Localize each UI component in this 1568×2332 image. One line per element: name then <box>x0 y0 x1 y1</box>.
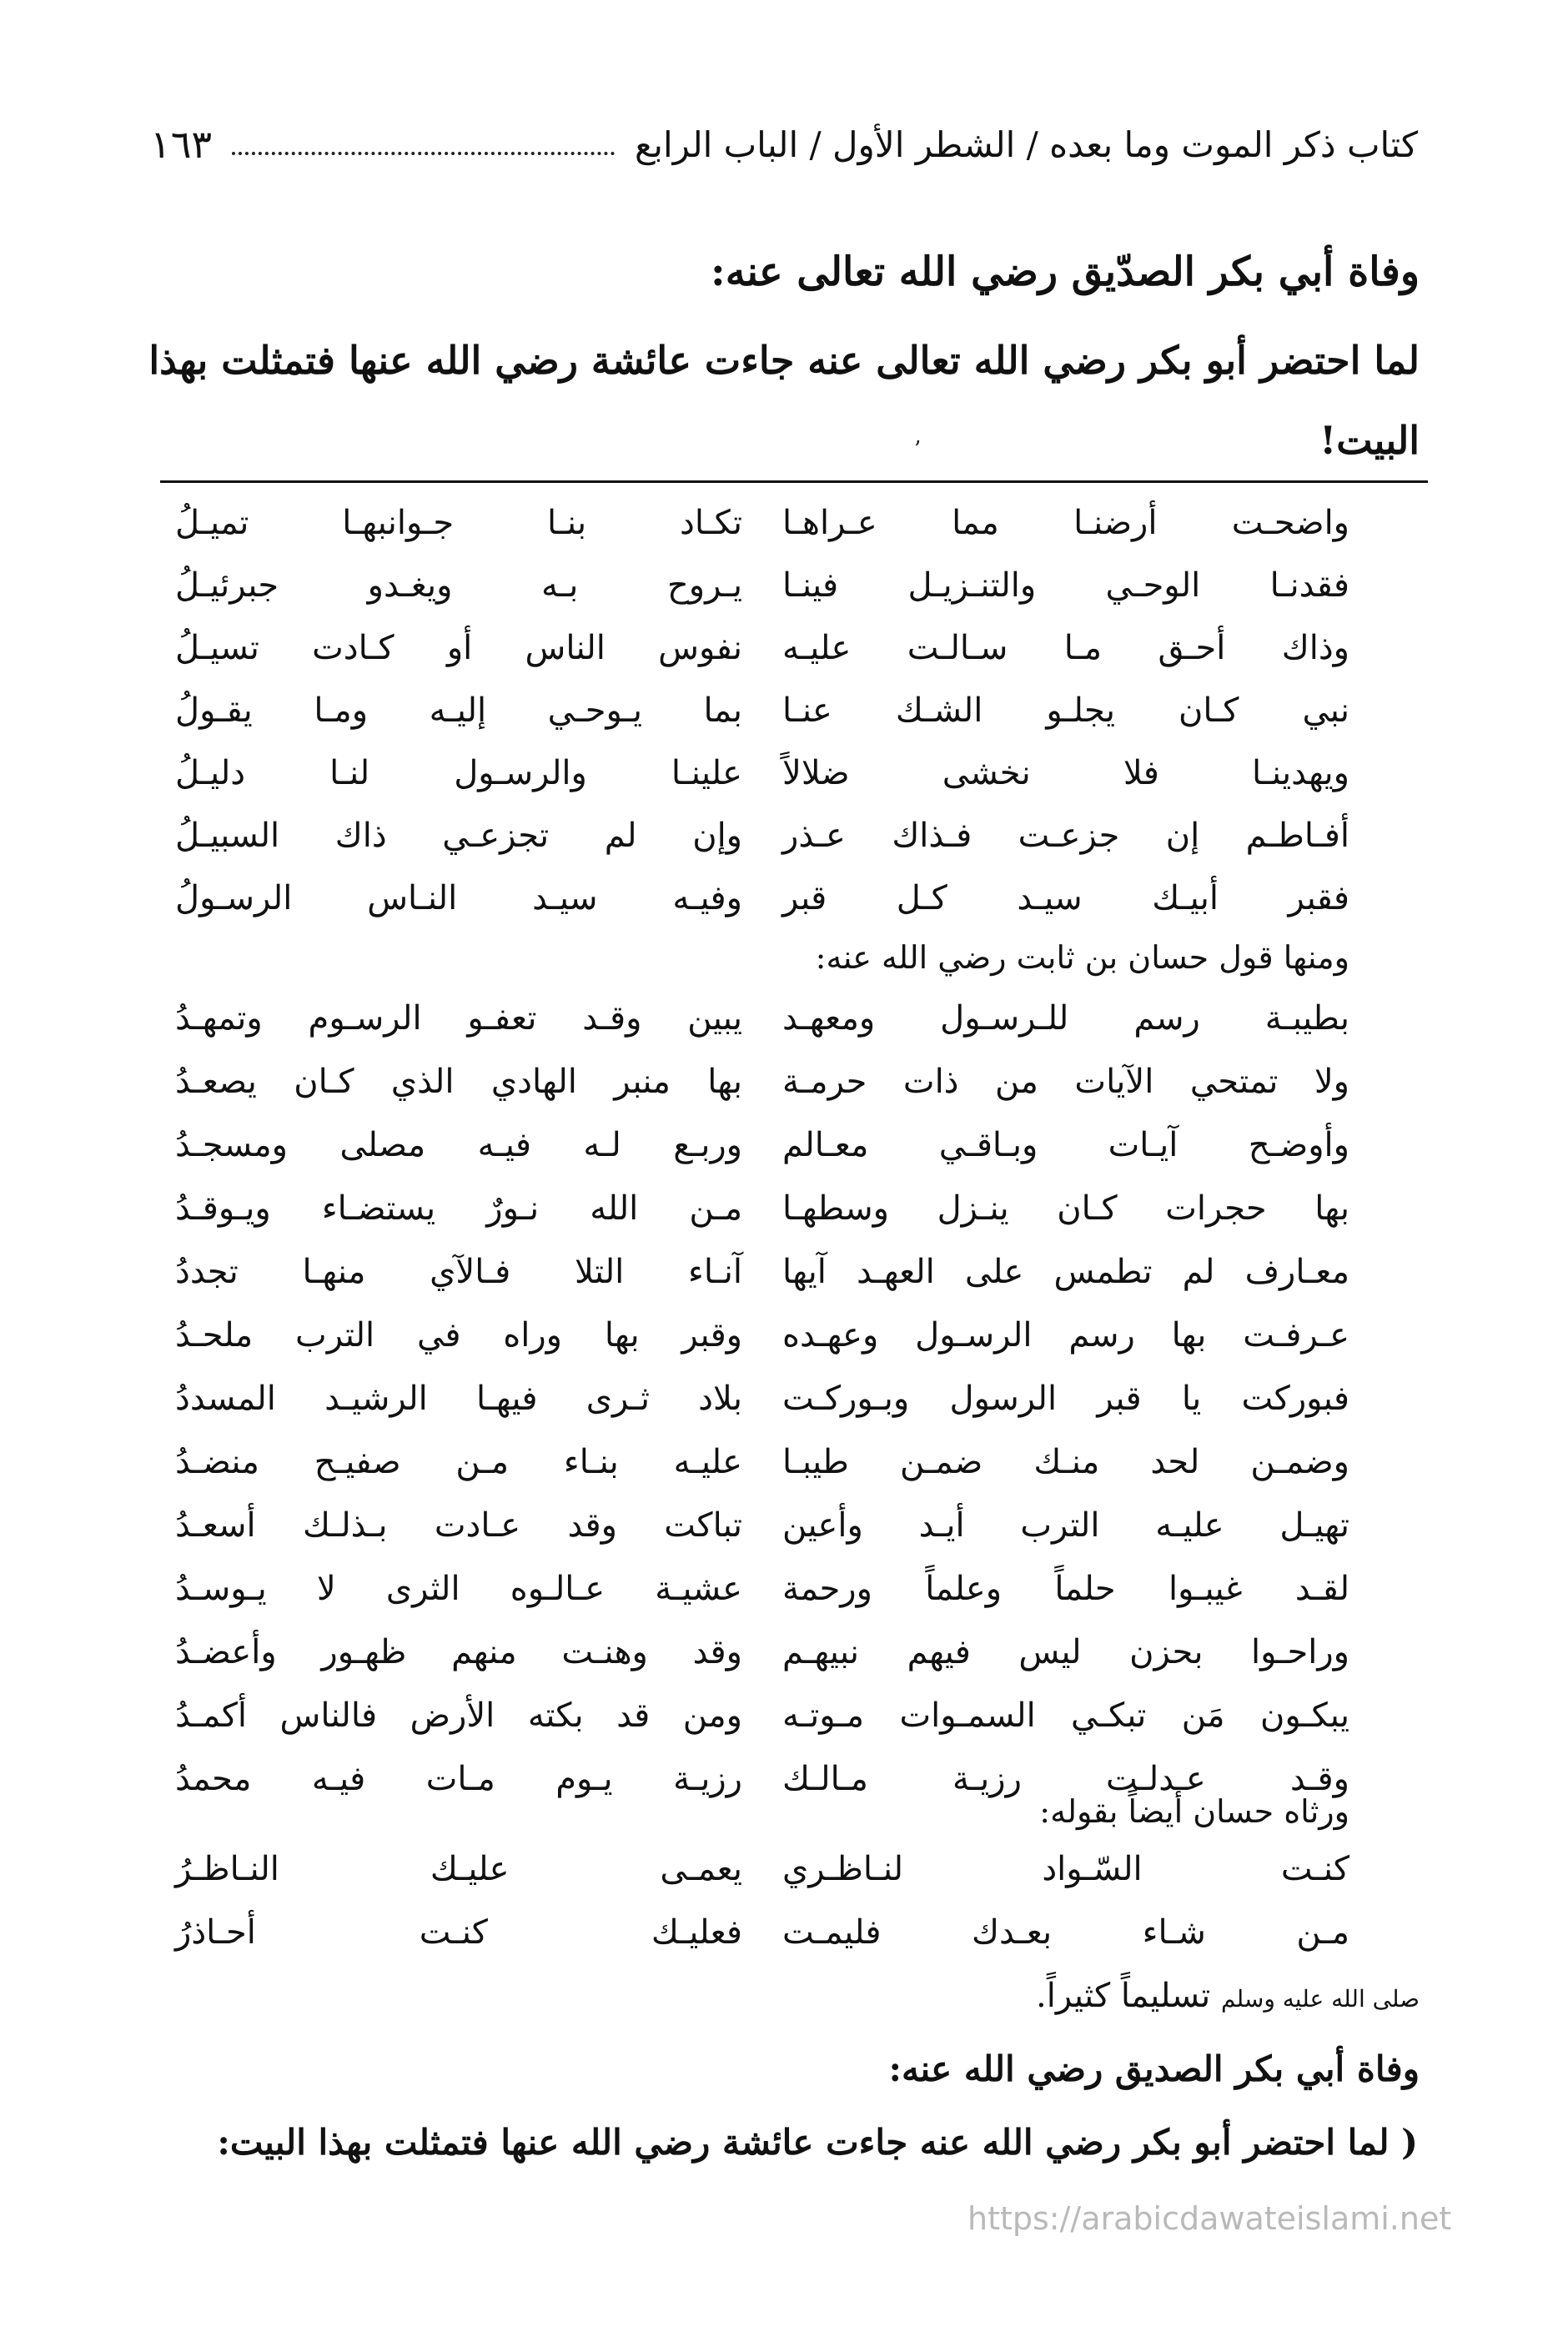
verse-first-half: وقـد عـدلـت رزيـة مـالـك <box>782 1760 1349 1798</box>
verse-first-half: يبكـون مَن تبكـي السمـوات مـوتـه <box>782 1696 1349 1735</box>
section-heading: وفاة أبي بكر الصديق رضي الله عنه: <box>888 2048 1420 2089</box>
verse-second-half: آنـاء التلا فـالآي منهـا تجددُ <box>175 1253 742 1291</box>
poem-verse <box>0 1913 1568 1973</box>
poem-verse <box>0 1696 1568 1757</box>
verse-first-half: وذاك أحـق مـا سـالـت عليـه <box>782 629 1349 667</box>
verse-first-half: وضمـن لحد منـك ضمـن طيبـا <box>782 1443 1349 1481</box>
poem-verse <box>0 1189 1568 1249</box>
verse-first-half: ويهدينـا فلا نخشى ضلالاً <box>782 754 1349 792</box>
verse-second-half: يبين وقـد تعفـو الرسـوم وتمهـدُ <box>175 999 742 1038</box>
poem-verse <box>0 566 1568 626</box>
verse-second-half: وقد وهنـت منهم ظهـور وأعضـدُ <box>175 1633 742 1671</box>
running-header <box>150 115 1418 173</box>
verse-second-half: وربـع لـه فيـه مصلى ومسجـدُ <box>175 1126 742 1164</box>
verse-first-half: بها حجرات كـان ينـزل وسطهـا <box>782 1189 1349 1228</box>
verse-second-half: عليـه بنـاء مـن صفيـح منضـدُ <box>175 1443 742 1481</box>
poem-verse <box>0 1316 1568 1376</box>
section-divider <box>160 480 1428 483</box>
poem-intro: ومنها قول حسان بن ثابت رضي الله عنه: <box>815 939 1349 976</box>
verse-second-half: وقبر بها وراه في الترب ملحـدُ <box>175 1316 742 1354</box>
poem-verse <box>0 691 1568 751</box>
verse-first-half: معـارف لم تطمس على العهـد آيها <box>782 1253 1349 1291</box>
section-paragraph: ( لما احتضر أبو بكر رضي الله عنه جاءت عائشة رضي الله عنها فتمثلت بهذا البيت: <box>217 2122 1418 2163</box>
verse-second-half: مـن الله نـورٌ يستضـاء ويـوقـدُ <box>175 1189 742 1228</box>
verse-first-half: كنـت السّـواد لنـاظـري <box>782 1850 1349 1888</box>
verse-second-half: وفيـه سيـد النـاس الرسـولُ <box>175 879 742 917</box>
verse-first-half: واضحـت أرضنـا مما عـراهـا <box>782 504 1349 542</box>
verse-second-half: فعليـك كنـت أحـاذرُ <box>175 1913 742 1952</box>
verse-first-half: ولا تمتحي الآيات من ذات حرمـة <box>782 1063 1349 1101</box>
verse-first-half: لقـد غيبـوا حلماً وعلماً ورحمة <box>782 1570 1349 1608</box>
verse-second-half: يعمـى عليـك النـاظـرُ <box>175 1850 742 1888</box>
section-heading: وفاة أبي بكر الصدّيق رضي الله تعالى عنه: <box>711 249 1420 295</box>
closing-text: تسليماً كثيراً. <box>1036 1977 1211 2015</box>
poem-verse <box>0 879 1568 939</box>
poem-intro: ورثاه حسان أيضاً بقوله: <box>1039 1793 1349 1830</box>
verse-first-half: تهيـل عليـه الترب أيـد وأعين <box>782 1506 1349 1545</box>
poem-verse <box>0 1126 1568 1186</box>
verse-second-half: وإن لم تجزعـي ذاك السبيـلُ <box>175 817 742 855</box>
verse-second-half: نفوس الناس أو كـادت تسيـلُ <box>175 629 742 667</box>
verse-second-half: بلاد ثـرى فيهـا الرشيـد المسددُ <box>175 1380 742 1418</box>
verse-second-half: ومن قد بكته الأرض فالناس أكمـدُ <box>175 1696 742 1735</box>
watermark-url: https://arabicdawateislami.net <box>967 2200 1452 2237</box>
poem-verse <box>0 1253 1568 1313</box>
verse-second-half: علينـا والرسـول لنـا دليـلُ <box>175 754 742 792</box>
poem-verse <box>0 629 1568 689</box>
verse-second-half: رزيـة يـوم مـات فيـه محمدُ <box>175 1760 742 1798</box>
poem-verse <box>0 999 1568 1059</box>
verse-first-half: مـن شـاء بعـدك فليمـت <box>782 1913 1349 1952</box>
poem-verse <box>0 1633 1568 1693</box>
verse-second-half: بها منبر الهادي الذي كـان يصعـدُ <box>175 1063 742 1101</box>
poem-verse <box>0 1570 1568 1630</box>
verse-second-half: عشيـة عـالـوه الثرى لا يـوسـدُ <box>175 1570 742 1608</box>
verse-first-half: بطيبـة رسم للـرسـول ومعهـد <box>782 999 1349 1038</box>
poem-verse <box>0 817 1568 877</box>
verse-first-half: فبوركت يا قبر الرسول وبـوركـت <box>782 1380 1349 1418</box>
poem-verse <box>0 1506 1568 1566</box>
verse-first-half: نبي كـان يجلـو الشـك عنـا <box>782 691 1349 730</box>
verse-second-half: تكـاد بنـا جـوانبهـا تميـلُ <box>175 504 742 542</box>
poem-verse <box>0 1380 1568 1440</box>
salutation-seal: صلى الله عليه وسلم <box>1221 1985 1420 2013</box>
verse-first-half: أفـاطـم إن جزعـت فـذاك عـذر <box>782 817 1349 855</box>
verse-first-half: عـرفـت بها رسم الرسـول وعهـده <box>782 1316 1349 1354</box>
section-paragraph: لما احتضر أبو بكر رضي الله تعالى عنه جاءت عائشة رضي الله عنها فتمثلت بهذا البيت! <box>148 338 1420 463</box>
verse-second-half: تباكت وقد عـادت بـذلـك أسعـدُ <box>175 1506 742 1545</box>
stray-mark: ’ <box>914 437 922 462</box>
verse-first-half: فقبر أبيـك سيـد كـل قبر <box>782 879 1349 917</box>
verse-first-half: فقدنـا الوحـي والتنـزيـل فينـا <box>782 566 1349 605</box>
verse-first-half: وأوضـح آيـات وبـاقـي معـالم <box>782 1126 1349 1164</box>
poem-verse <box>0 1443 1568 1503</box>
poem-verse <box>0 754 1568 814</box>
poem-verse <box>0 1850 1568 1910</box>
verse-second-half: بما يـوحـي إليـه ومـا يقـولُ <box>175 691 742 730</box>
page-number: ١٦٣ <box>150 122 213 167</box>
poem-verse <box>0 1063 1568 1123</box>
closing-line <box>1036 1977 1420 2015</box>
poem-verse <box>0 504 1568 564</box>
header-title: كتاب ذكر الموت وما بعده / الشطر الأول / الباب الرابع <box>634 123 1418 165</box>
header-dot-leader <box>232 152 615 155</box>
verse-first-half: وراحـوا بحزن ليس فيهم نبيهـم <box>782 1633 1349 1671</box>
verse-second-half: يـروح بـه ويغـدو جبرئيـلُ <box>175 566 742 605</box>
